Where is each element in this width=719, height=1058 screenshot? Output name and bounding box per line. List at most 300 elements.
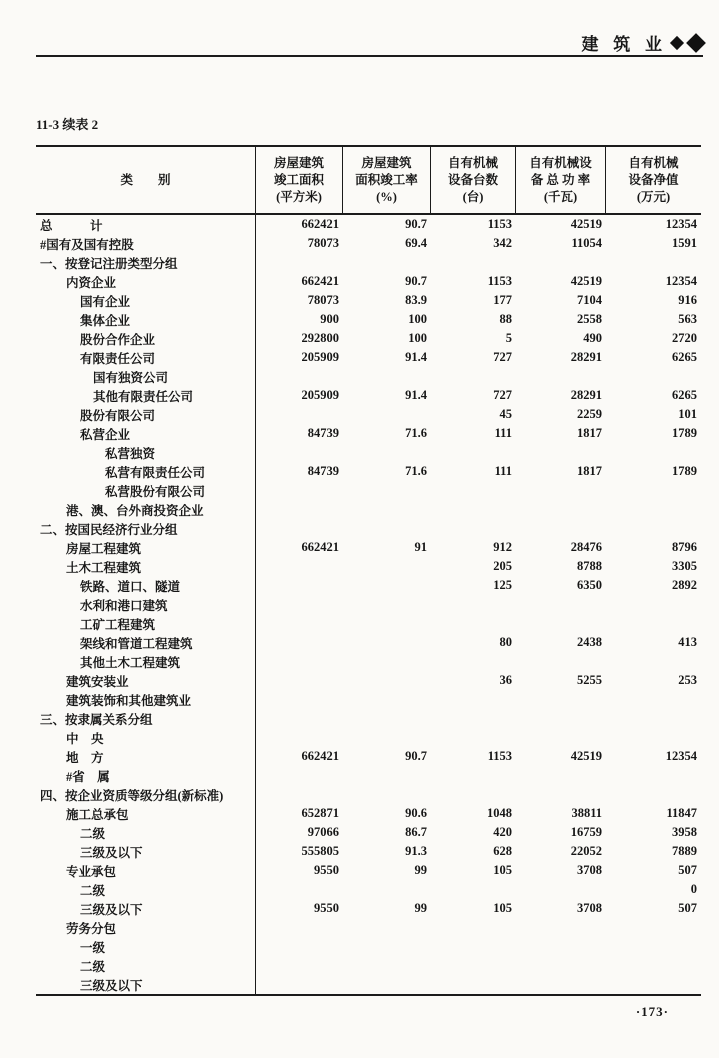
cell-value: 205909: [301, 388, 339, 402]
cell-value: 727: [493, 350, 512, 364]
row-category-label: 三级及以下: [36, 899, 256, 918]
cell-value: 6350: [577, 578, 602, 592]
cell-value: [431, 975, 516, 994]
row-category-label: 港、澳、台外商投资企业: [36, 500, 256, 519]
cell-value: [343, 690, 431, 709]
cell-value: 12354: [665, 217, 697, 231]
cell-value: 71.6: [405, 426, 427, 440]
cell-value: [343, 519, 431, 538]
cell-value: 36: [499, 673, 512, 687]
cell-value: [516, 519, 606, 538]
cell-value: 490: [583, 331, 602, 345]
row-category-label: 其他土木工程建筑: [36, 652, 256, 671]
cell-value: 507: [678, 863, 697, 877]
row-category-label: 劳务分包: [36, 918, 256, 937]
row-category-label: 架线和管道工程建筑: [36, 633, 256, 652]
row-category-label: 总 计: [36, 215, 256, 234]
cell-value: 1153: [487, 274, 512, 288]
row-category-label: 建筑安装业: [36, 671, 256, 690]
cell-value: 3305: [672, 559, 697, 573]
row-category-label: 其他有限责任公司: [36, 386, 256, 405]
cell-value: 205909: [301, 350, 339, 364]
cell-value: [256, 443, 343, 462]
row-category-label: 有限责任公司: [36, 348, 256, 367]
cell-value: 90.6: [405, 806, 427, 820]
cell-value: [256, 709, 343, 728]
cell-value: 83.9: [405, 293, 427, 307]
cell-value: [256, 728, 343, 747]
cell-value: 507: [678, 901, 697, 915]
cell-value: [431, 500, 516, 519]
cell-value: 652871: [301, 806, 339, 820]
row-category-label: 房屋工程建筑: [36, 538, 256, 557]
cell-value: 420: [493, 825, 512, 839]
cell-value: [256, 918, 343, 937]
table-row: [36, 785, 701, 804]
cell-value: [606, 500, 701, 519]
cell-value: 1817: [577, 464, 602, 478]
page-header-title: 建 筑 业: [581, 35, 667, 54]
cell-value: [256, 652, 343, 671]
table-row: [36, 861, 701, 880]
cell-value: [343, 614, 431, 633]
cell-value: [343, 253, 431, 272]
row-category-label: 私营有限责任公司: [36, 462, 256, 481]
cell-value: [431, 766, 516, 785]
cell-value: [516, 937, 606, 956]
cell-value: [606, 690, 701, 709]
cell-value: 3708: [577, 863, 602, 877]
cell-value: [516, 595, 606, 614]
cell-value: [606, 595, 701, 614]
cell-value: [516, 500, 606, 519]
row-category-label: #国有及国有控股: [36, 234, 256, 253]
row-category-label: 内资企业: [36, 272, 256, 291]
table-body: [36, 215, 701, 994]
cell-value: 99: [414, 863, 427, 877]
table-row: [36, 367, 701, 386]
cell-value: [431, 956, 516, 975]
row-category-label: 四、按企业资质等级分组(新标准): [36, 785, 256, 804]
cell-value: 2259: [577, 407, 602, 421]
cell-value: [343, 671, 431, 690]
cell-value: 662421: [301, 540, 339, 554]
table-caption: 11-3 续表 2: [36, 117, 99, 132]
cell-value: 292800: [301, 331, 339, 345]
table-row: [36, 253, 701, 272]
table-row: [36, 747, 701, 766]
table-row: [36, 329, 701, 348]
cell-value: [256, 500, 343, 519]
cell-value: 125: [493, 578, 512, 592]
table-row: [36, 671, 701, 690]
table-row: [36, 975, 701, 994]
cell-value: [256, 595, 343, 614]
cell-value: 90.7: [405, 749, 427, 763]
row-category-label: 二级: [36, 823, 256, 842]
row-category-label: 私营企业: [36, 424, 256, 443]
row-category-label: 一级: [36, 937, 256, 956]
cell-value: [431, 443, 516, 462]
table-row: [36, 899, 701, 918]
cell-value: [431, 918, 516, 937]
cell-value: 91: [414, 540, 427, 554]
cell-value: [606, 728, 701, 747]
cell-value: [431, 652, 516, 671]
cell-value: 99: [414, 901, 427, 915]
cell-value: [431, 785, 516, 804]
column-header-net-value: 自有机械 设备净值 (万元): [628, 155, 679, 204]
table-row: [36, 614, 701, 633]
row-category-label: 二、按国民经济行业分组: [36, 519, 256, 538]
table-row: [36, 481, 701, 500]
table-row: [36, 291, 701, 310]
table-row: [36, 272, 701, 291]
cell-value: 16759: [570, 825, 602, 839]
cell-value: [516, 880, 606, 899]
cell-value: [606, 709, 701, 728]
cell-value: [516, 975, 606, 994]
cell-value: 6265: [672, 388, 697, 402]
cell-value: [343, 500, 431, 519]
cell-value: 91.3: [405, 844, 427, 858]
cell-value: 1789: [672, 464, 697, 478]
cell-value: [256, 576, 343, 595]
cell-value: [343, 880, 431, 899]
row-category-label: 水利和港口建筑: [36, 595, 256, 614]
cell-value: 97066: [307, 825, 339, 839]
row-category-label: 二级: [36, 956, 256, 975]
row-category-label: 国有企业: [36, 291, 256, 310]
row-category-label: 专业承包: [36, 861, 256, 880]
cell-value: [431, 709, 516, 728]
cell-value: 6265: [672, 350, 697, 364]
cell-value: [516, 481, 606, 500]
diamond-icon: [670, 35, 684, 49]
cell-value: 7104: [577, 293, 602, 307]
cell-value: 105: [493, 901, 512, 915]
cell-value: 71.6: [405, 464, 427, 478]
row-category-label: 建筑装饰和其他建筑业: [36, 690, 256, 709]
cell-value: [343, 975, 431, 994]
cell-value: 5255: [577, 673, 602, 687]
cell-value: [516, 253, 606, 272]
cell-value: 78073: [307, 293, 339, 307]
cell-value: [431, 253, 516, 272]
table-row: [36, 424, 701, 443]
cell-value: 555805: [301, 844, 339, 858]
cell-value: [606, 785, 701, 804]
cell-value: [606, 652, 701, 671]
cell-value: [343, 937, 431, 956]
cell-value: 628: [493, 844, 512, 858]
cell-value: [516, 367, 606, 386]
cell-value: 9550: [314, 863, 339, 877]
cell-value: 1817: [577, 426, 602, 440]
cell-value: [256, 785, 343, 804]
cell-value: 90.7: [405, 217, 427, 231]
row-category-label: 股份有限公司: [36, 405, 256, 424]
table-row: [36, 633, 701, 652]
row-category-label: 三、按隶属关系分组: [36, 709, 256, 728]
cell-value: 28291: [570, 350, 602, 364]
cell-value: 105: [493, 863, 512, 877]
table-row: [36, 538, 701, 557]
table-row: [36, 823, 701, 842]
cell-value: 78073: [307, 236, 339, 250]
cell-value: 0: [690, 882, 697, 896]
cell-value: 342: [493, 236, 512, 250]
cell-value: 1789: [672, 426, 697, 440]
cell-value: 42519: [570, 749, 602, 763]
cell-value: [516, 728, 606, 747]
diamond-icon: [686, 33, 706, 53]
cell-value: 2558: [577, 312, 602, 326]
cell-value: 90.7: [405, 274, 427, 288]
header-rule: [36, 55, 703, 57]
cell-value: [431, 690, 516, 709]
cell-value: [256, 557, 343, 576]
table-row: [36, 728, 701, 747]
row-category-label: #省 属: [36, 766, 256, 785]
cell-value: [606, 956, 701, 975]
column-header-equipment-count: 自有机械 设备台数 (台): [431, 147, 516, 213]
cell-value: [606, 918, 701, 937]
table-row: [36, 405, 701, 424]
cell-value: 1153: [487, 749, 512, 763]
table-row: [36, 576, 701, 595]
row-category-label: 工矿工程建筑: [36, 614, 256, 633]
cell-value: 5: [505, 331, 512, 345]
cell-value: [343, 481, 431, 500]
cell-value: 900: [320, 312, 339, 326]
cell-value: 11054: [571, 236, 602, 250]
cell-value: [431, 880, 516, 899]
column-header-label: 类 别: [120, 172, 171, 187]
cell-value: 727: [493, 388, 512, 402]
cell-value: [343, 367, 431, 386]
table-row: [36, 386, 701, 405]
cell-value: 80: [499, 635, 512, 649]
cell-value: [516, 766, 606, 785]
cell-value: [343, 557, 431, 576]
cell-value: [431, 614, 516, 633]
cell-value: 100: [408, 331, 427, 345]
cell-value: 253: [678, 673, 697, 687]
cell-value: [256, 367, 343, 386]
table-row: [36, 956, 701, 975]
cell-value: [343, 405, 431, 424]
cell-value: [343, 785, 431, 804]
cell-value: [256, 519, 343, 538]
cell-value: 111: [494, 426, 512, 440]
cell-value: 91.4: [405, 350, 427, 364]
cell-value: 111: [494, 464, 512, 478]
table-header-row: [36, 147, 701, 215]
cell-value: 8796: [672, 540, 697, 554]
cell-value: 11847: [666, 806, 697, 820]
cell-value: 12354: [665, 274, 697, 288]
cell-value: 563: [678, 312, 697, 326]
cell-value: [516, 690, 606, 709]
table-row: [36, 462, 701, 481]
row-category-label: 集体企业: [36, 310, 256, 329]
row-category-label: 土木工程建筑: [36, 557, 256, 576]
cell-value: 69.4: [405, 236, 427, 250]
table-row: [36, 880, 701, 899]
cell-value: 2438: [577, 635, 602, 649]
cell-value: 84739: [307, 464, 339, 478]
cell-value: [606, 614, 701, 633]
cell-value: 22052: [570, 844, 602, 858]
cell-value: 8788: [577, 559, 602, 573]
row-category-label: 施工总承包: [36, 804, 256, 823]
row-category-label: 一、按登记注册类型分组: [36, 253, 256, 272]
cell-value: [256, 766, 343, 785]
table-row: [36, 500, 701, 519]
cell-value: 28291: [570, 388, 602, 402]
cell-value: [606, 367, 701, 386]
table-row: [36, 804, 701, 823]
cell-value: [256, 253, 343, 272]
cell-value: [431, 481, 516, 500]
cell-value: 88: [499, 312, 512, 326]
cell-value: 1591: [672, 236, 697, 250]
cell-value: [516, 443, 606, 462]
cell-value: [343, 709, 431, 728]
page-header: [582, 30, 703, 55]
page-number: ·173·: [635, 1004, 669, 1019]
cell-value: 9550: [314, 901, 339, 915]
row-category-label: 地 方: [36, 747, 256, 766]
cell-value: 3708: [577, 901, 602, 915]
cell-value: [256, 975, 343, 994]
cell-value: 177: [493, 293, 512, 307]
column-header-total-power: 自有机械设 备 总 功 率 (千瓦): [516, 147, 606, 213]
table-row: [36, 234, 701, 253]
row-category-label: 中 央: [36, 728, 256, 747]
cell-value: 2892: [672, 578, 697, 592]
row-category-label: 私营股份有限公司: [36, 481, 256, 500]
cell-value: [516, 785, 606, 804]
cell-value: [256, 633, 343, 652]
table-row: [36, 709, 701, 728]
cell-value: 912: [493, 540, 512, 554]
cell-value: 12354: [665, 749, 697, 763]
cell-value: 91.4: [405, 388, 427, 402]
cell-value: [343, 652, 431, 671]
table-row: [36, 595, 701, 614]
cell-value: 662421: [301, 749, 339, 763]
table-row: [36, 842, 701, 861]
table-row: [36, 652, 701, 671]
row-category-label: 三级及以下: [36, 842, 256, 861]
row-category-label: 股份合作企业: [36, 329, 256, 348]
table-row: [36, 557, 701, 576]
cell-value: 45: [499, 407, 512, 421]
cell-value: 42519: [570, 217, 602, 231]
table-row: [36, 690, 701, 709]
cell-value: [343, 956, 431, 975]
cell-value: [516, 956, 606, 975]
cell-value: 1048: [487, 806, 512, 820]
row-category-label: 私营独资: [36, 443, 256, 462]
cell-value: 86.7: [405, 825, 427, 839]
cell-value: [516, 918, 606, 937]
cell-value: [343, 576, 431, 595]
cell-value: [606, 975, 701, 994]
cell-value: [256, 405, 343, 424]
cell-value: [343, 918, 431, 937]
cell-value: 100: [408, 312, 427, 326]
cell-value: 28476: [570, 540, 602, 554]
table-row: [36, 348, 701, 367]
cell-value: [606, 766, 701, 785]
cell-value: 84739: [307, 426, 339, 440]
cell-value: [256, 671, 343, 690]
cell-value: 413: [678, 635, 697, 649]
table-row: [36, 937, 701, 956]
table-row: [36, 443, 701, 462]
cell-value: [431, 367, 516, 386]
cell-value: 101: [678, 407, 697, 421]
column-header-completed-area: 房屋建筑 竣工面积 (平方米): [256, 147, 343, 213]
cell-value: 205: [493, 559, 512, 573]
cell-value: [516, 709, 606, 728]
cell-value: [343, 595, 431, 614]
statistics-table: [36, 145, 701, 996]
table-row: [36, 918, 701, 937]
cell-value: [343, 443, 431, 462]
cell-value: 662421: [301, 217, 339, 231]
cell-value: [606, 253, 701, 272]
cell-value: [431, 728, 516, 747]
column-header-completion-rate: 房屋建筑 面积竣工率 (%): [343, 147, 431, 213]
cell-value: [606, 519, 701, 538]
cell-value: [256, 614, 343, 633]
cell-value: 916: [678, 293, 697, 307]
row-category-label: 三级及以下: [36, 975, 256, 994]
table-row: [36, 215, 701, 234]
cell-value: 662421: [301, 274, 339, 288]
row-category-label: 二级: [36, 880, 256, 899]
cell-value: [606, 443, 701, 462]
cell-value: [256, 937, 343, 956]
cell-value: 2720: [672, 331, 697, 345]
cell-value: [256, 481, 343, 500]
cell-value: 3958: [672, 825, 697, 839]
cell-value: [256, 956, 343, 975]
cell-value: 42519: [570, 274, 602, 288]
row-category-label: 铁路、道口、隧道: [36, 576, 256, 595]
cell-value: [431, 595, 516, 614]
cell-value: [606, 481, 701, 500]
cell-value: [516, 652, 606, 671]
row-category-label: 国有独资公司: [36, 367, 256, 386]
cell-value: [256, 880, 343, 899]
cell-value: [343, 633, 431, 652]
table-row: [36, 310, 701, 329]
cell-value: [431, 519, 516, 538]
cell-value: 1153: [487, 217, 512, 231]
cell-value: 38811: [571, 806, 602, 820]
cell-value: [516, 614, 606, 633]
cell-value: [606, 937, 701, 956]
cell-value: [431, 937, 516, 956]
table-row: [36, 519, 701, 538]
cell-value: [256, 690, 343, 709]
table-row: [36, 766, 701, 785]
